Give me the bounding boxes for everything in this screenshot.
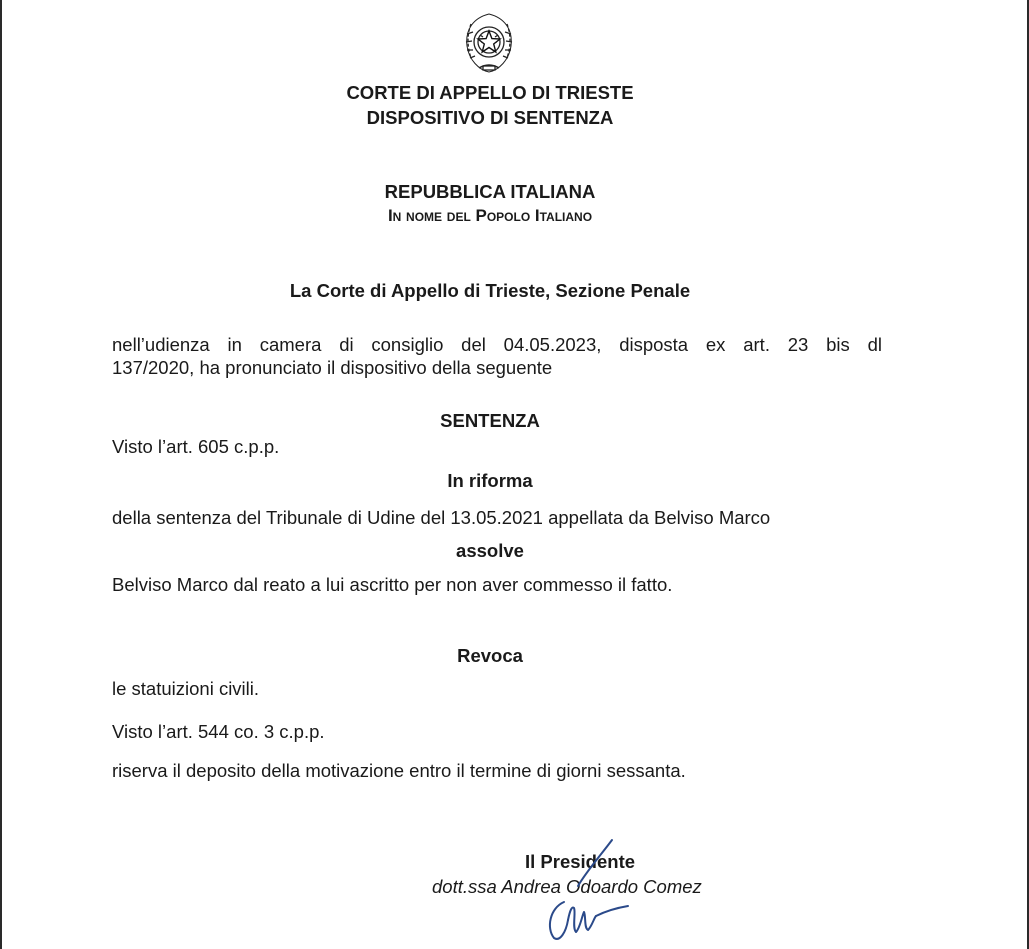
riforma-text: della sentenza del Tribunale di Udine del 13.05.2021 appellata da Belviso Marco bbox=[112, 507, 771, 528]
assolve-text: Belviso Marco dal reato a lui ascritto per non aver commesso il fatto. bbox=[112, 574, 673, 595]
revoca-heading: Revoca bbox=[457, 645, 523, 666]
section-heading: La Corte di Appello di Trieste, Sezione Penale bbox=[289, 280, 691, 301]
intro-paragraph bbox=[112, 333, 882, 379]
republic-subtitle: In nome del Popolo Italiano bbox=[387, 206, 593, 225]
intro-line-2: 137/2020, ha pronunciato il dispositivo della seguente bbox=[112, 357, 553, 378]
signature-name: dott.ssa Andrea Odoardo Comez bbox=[432, 876, 702, 897]
riserva-text: riserva il deposito della motivazione entro il termine di giorni sessanta. bbox=[112, 760, 686, 781]
intro-line-1: nell’udienza in camera di consiglio del 04.05.2023, disposta ex art. 23 bis dl bbox=[112, 334, 882, 355]
document-type: DISPOSITIVO DI SENTENZA bbox=[366, 107, 614, 128]
handwritten-signature bbox=[520, 836, 650, 946]
revoca-text: le statuizioni civili. bbox=[112, 678, 260, 699]
visto-544-text: Visto l’art. 544 co. 3 c.p.p. bbox=[112, 721, 325, 742]
signature-title: Il Presidente bbox=[525, 851, 636, 872]
sentenza-heading: SENTENZA bbox=[440, 410, 540, 431]
court-name: CORTE DI APPELLO DI TRIESTE bbox=[346, 82, 634, 103]
visto-605-text: Visto l’art. 605 c.p.p. bbox=[112, 436, 280, 457]
assolve-heading: assolve bbox=[456, 540, 524, 561]
republic-title: REPUBBLICA ITALIANA bbox=[384, 181, 596, 202]
republic-emblem-icon bbox=[457, 10, 521, 76]
in-riforma-heading: In riforma bbox=[447, 470, 533, 491]
